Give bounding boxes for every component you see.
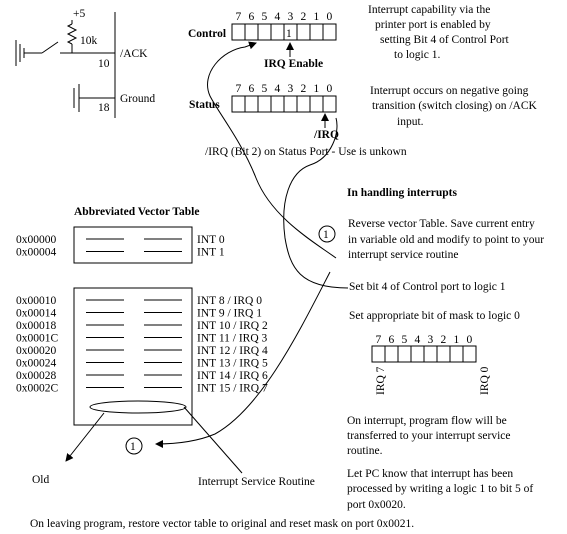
svg-text:Interrupt occurs on negative g: Interrupt occurs on negative going: [370, 85, 529, 97]
svg-text:1: 1: [323, 229, 329, 241]
pin-ground-label: Ground: [120, 93, 156, 105]
status-cell: [297, 96, 310, 112]
control-port: [188, 11, 336, 70]
status-note: /IRQ (Bit 2) on Status Port - Use is unkown: [205, 146, 407, 158]
supply-label: +5: [73, 8, 86, 20]
status-bit-number: 2: [300, 83, 307, 95]
vector-address: 0x00024: [16, 357, 57, 370]
control-cell: [258, 24, 271, 40]
svg-text:Reverse vector Table. Save cu: Reverse vector Table. Save current entry: [348, 218, 535, 230]
control-bit-number: 1: [313, 11, 320, 23]
footer-note: On leaving program, restore vector table to original and reset mask on port 0x0021.: [30, 518, 415, 530]
isr-pointer-line: [184, 407, 242, 473]
svg-text:to logic 1.: to logic 1.: [394, 49, 441, 61]
svg-text:in variable old and modify to: in variable old and modify to point to your: [348, 234, 545, 246]
control-cell: [323, 24, 336, 40]
mask-bit-numbers: [376, 334, 473, 346]
mask-irq7-label: IRQ 7: [375, 366, 387, 395]
control-cell: [245, 24, 258, 40]
svg-text:1: 1: [130, 441, 136, 453]
status-bit-number: 1: [313, 83, 320, 95]
svg-text:printer port is enabled by: printer port is enabled by: [375, 19, 491, 31]
vector-int-label: INT 12 / IRQ 4: [197, 345, 268, 357]
vector-address: 0x00000: [16, 234, 57, 246]
svg-text:interrupt service routine: interrupt service routine: [348, 249, 459, 261]
mask-bit-number: 6: [388, 334, 395, 346]
flow-curve-status: [284, 118, 348, 288]
status-bit-number: 5: [261, 83, 268, 95]
mask-cell: [411, 346, 424, 362]
control-bit-number: 0: [326, 11, 333, 23]
svg-text:routine.: routine.: [347, 445, 383, 457]
pin-ground-number: 18: [98, 102, 110, 114]
occurs-note: [370, 85, 538, 128]
status-bit-number: 6: [248, 83, 255, 95]
old-label: Old: [32, 474, 50, 486]
mask-irq0-label: IRQ 0: [479, 366, 491, 395]
resistor-icon: [68, 24, 76, 44]
control-cell: [271, 24, 284, 40]
vector-address: 0x0002C: [16, 382, 59, 395]
mask-bit-number: 3: [427, 334, 434, 346]
vector-address: 0x0001C: [16, 332, 59, 345]
vector-int-label: INT 8 / IRQ 0: [197, 295, 262, 307]
svg-text:port 0x0020.: port 0x0020.: [347, 499, 406, 511]
handling-title: In handling interrupts: [347, 187, 457, 199]
status-cell: [271, 96, 284, 112]
mask-bit-number: 1: [453, 334, 460, 346]
status-cell: [323, 96, 336, 112]
control-bit-number: 2: [300, 11, 307, 23]
handling-steps: [319, 187, 544, 511]
mask-bit-number: 4: [414, 334, 421, 346]
svg-text:transition (switch closing) on: transition (switch closing) on /ACK: [372, 100, 537, 112]
status-bit-number: 0: [326, 83, 333, 95]
vector-int-label: INT 11 / IRQ 3: [197, 332, 268, 345]
vector-address: 0x00004: [16, 246, 57, 259]
mask-bit-number: 5: [401, 334, 408, 346]
irq-enable-label: IRQ Enable: [264, 58, 324, 70]
status-cell: [310, 96, 323, 112]
status-label: Status: [189, 99, 220, 111]
resistor-label: 10k: [80, 35, 98, 47]
vector-table-group2: [74, 288, 192, 425]
svg-text:Interrupt capability via the: Interrupt capability via the: [368, 4, 491, 16]
irq-label: /IRQ: [314, 129, 339, 141]
control-marked-bit: 1: [286, 28, 292, 40]
vector-address: 0x00028: [16, 370, 57, 382]
status-cell: [284, 96, 297, 112]
step-set-control-bit: Set bit 4 of Control port to logic 1: [349, 281, 506, 293]
vector-int-label: INT 0: [197, 234, 225, 246]
control-cell: [310, 24, 323, 40]
status-cell: [258, 96, 271, 112]
status-register: [232, 96, 336, 112]
vector-int-label: INT 1: [197, 246, 225, 259]
old-arrow: [66, 413, 104, 461]
vector-table-title: Abbreviated Vector Table: [74, 206, 200, 218]
svg-text:setting Bit 4 of Control Port: setting Bit 4 of Control Port: [380, 34, 509, 46]
vector-int-label: INT 10 / IRQ 2: [197, 320, 268, 332]
mask-bit-number: 2: [440, 334, 447, 346]
svg-text:input.: input.: [397, 116, 424, 128]
vector-table: [16, 206, 315, 488]
pin-ack-number: 10: [98, 58, 110, 70]
mask-bit-number: 0: [466, 334, 473, 346]
vector-address: 0x00020: [16, 345, 57, 357]
svg-text:On interrupt, program flow wil: On interrupt, program flow will be: [347, 415, 507, 427]
isr-label: Interrupt Service Routine: [198, 476, 315, 488]
switch-icon: [42, 42, 58, 53]
vector-address: 0x00018: [16, 320, 57, 332]
control-bit-number: 6: [248, 11, 255, 23]
status-cell: [245, 96, 258, 112]
vector-table-group1: [74, 227, 192, 263]
status-bit-number: 3: [287, 83, 294, 95]
control-bit-number: 3: [287, 11, 294, 23]
vector-int-label: INT 15 / IRQ 7: [197, 382, 268, 395]
svg-text:Let PC know that interrupt has: Let PC know that interrupt has been: [347, 468, 514, 480]
status-bit-number: 4: [274, 83, 281, 95]
control-bit-number: 5: [261, 11, 268, 23]
enable-note: [368, 4, 510, 61]
control-bit-number: 4: [274, 11, 281, 23]
svg-text:transferred to your interrupt: transferred to your interrupt service: [347, 430, 511, 442]
irq7-vector-highlight: [90, 401, 186, 413]
control-cell: [297, 24, 310, 40]
mask-cell: [398, 346, 411, 362]
control-bit-numbers: [236, 11, 333, 23]
control-register: [232, 24, 336, 40]
control-bit-number: 7: [235, 11, 242, 23]
mask-cell: [372, 346, 385, 362]
status-bit-number: 7: [235, 83, 242, 95]
vector-address: 0x00010: [16, 295, 57, 307]
circuit: [16, 8, 155, 118]
mask-cell: [463, 346, 476, 362]
mask-cell: [385, 346, 398, 362]
status-cell: [232, 96, 245, 112]
mask-bit-number: 7: [375, 334, 382, 346]
step-set-mask-bit: Set appropriate bit of mask to logic 0: [349, 310, 520, 322]
mask-cell: [424, 346, 437, 362]
vector-int-label: INT 14 / IRQ 6: [197, 370, 268, 382]
vector-int-label: INT 13 / IRQ 5: [197, 357, 268, 370]
vector-int-label: INT 9 / IRQ 1: [197, 307, 262, 320]
control-cell: [232, 24, 245, 40]
control-label: Control: [188, 28, 227, 40]
status-bit-numbers: [236, 83, 333, 95]
vector-address: 0x00014: [16, 307, 57, 320]
mask-register: [372, 346, 476, 362]
mask-cell: [450, 346, 463, 362]
svg-text:processed by writing a logic 1: processed by writing a logic 1 to bit 5 of: [347, 483, 534, 495]
pin-ack-label: /ACK: [120, 48, 148, 60]
mask-cell: [437, 346, 450, 362]
